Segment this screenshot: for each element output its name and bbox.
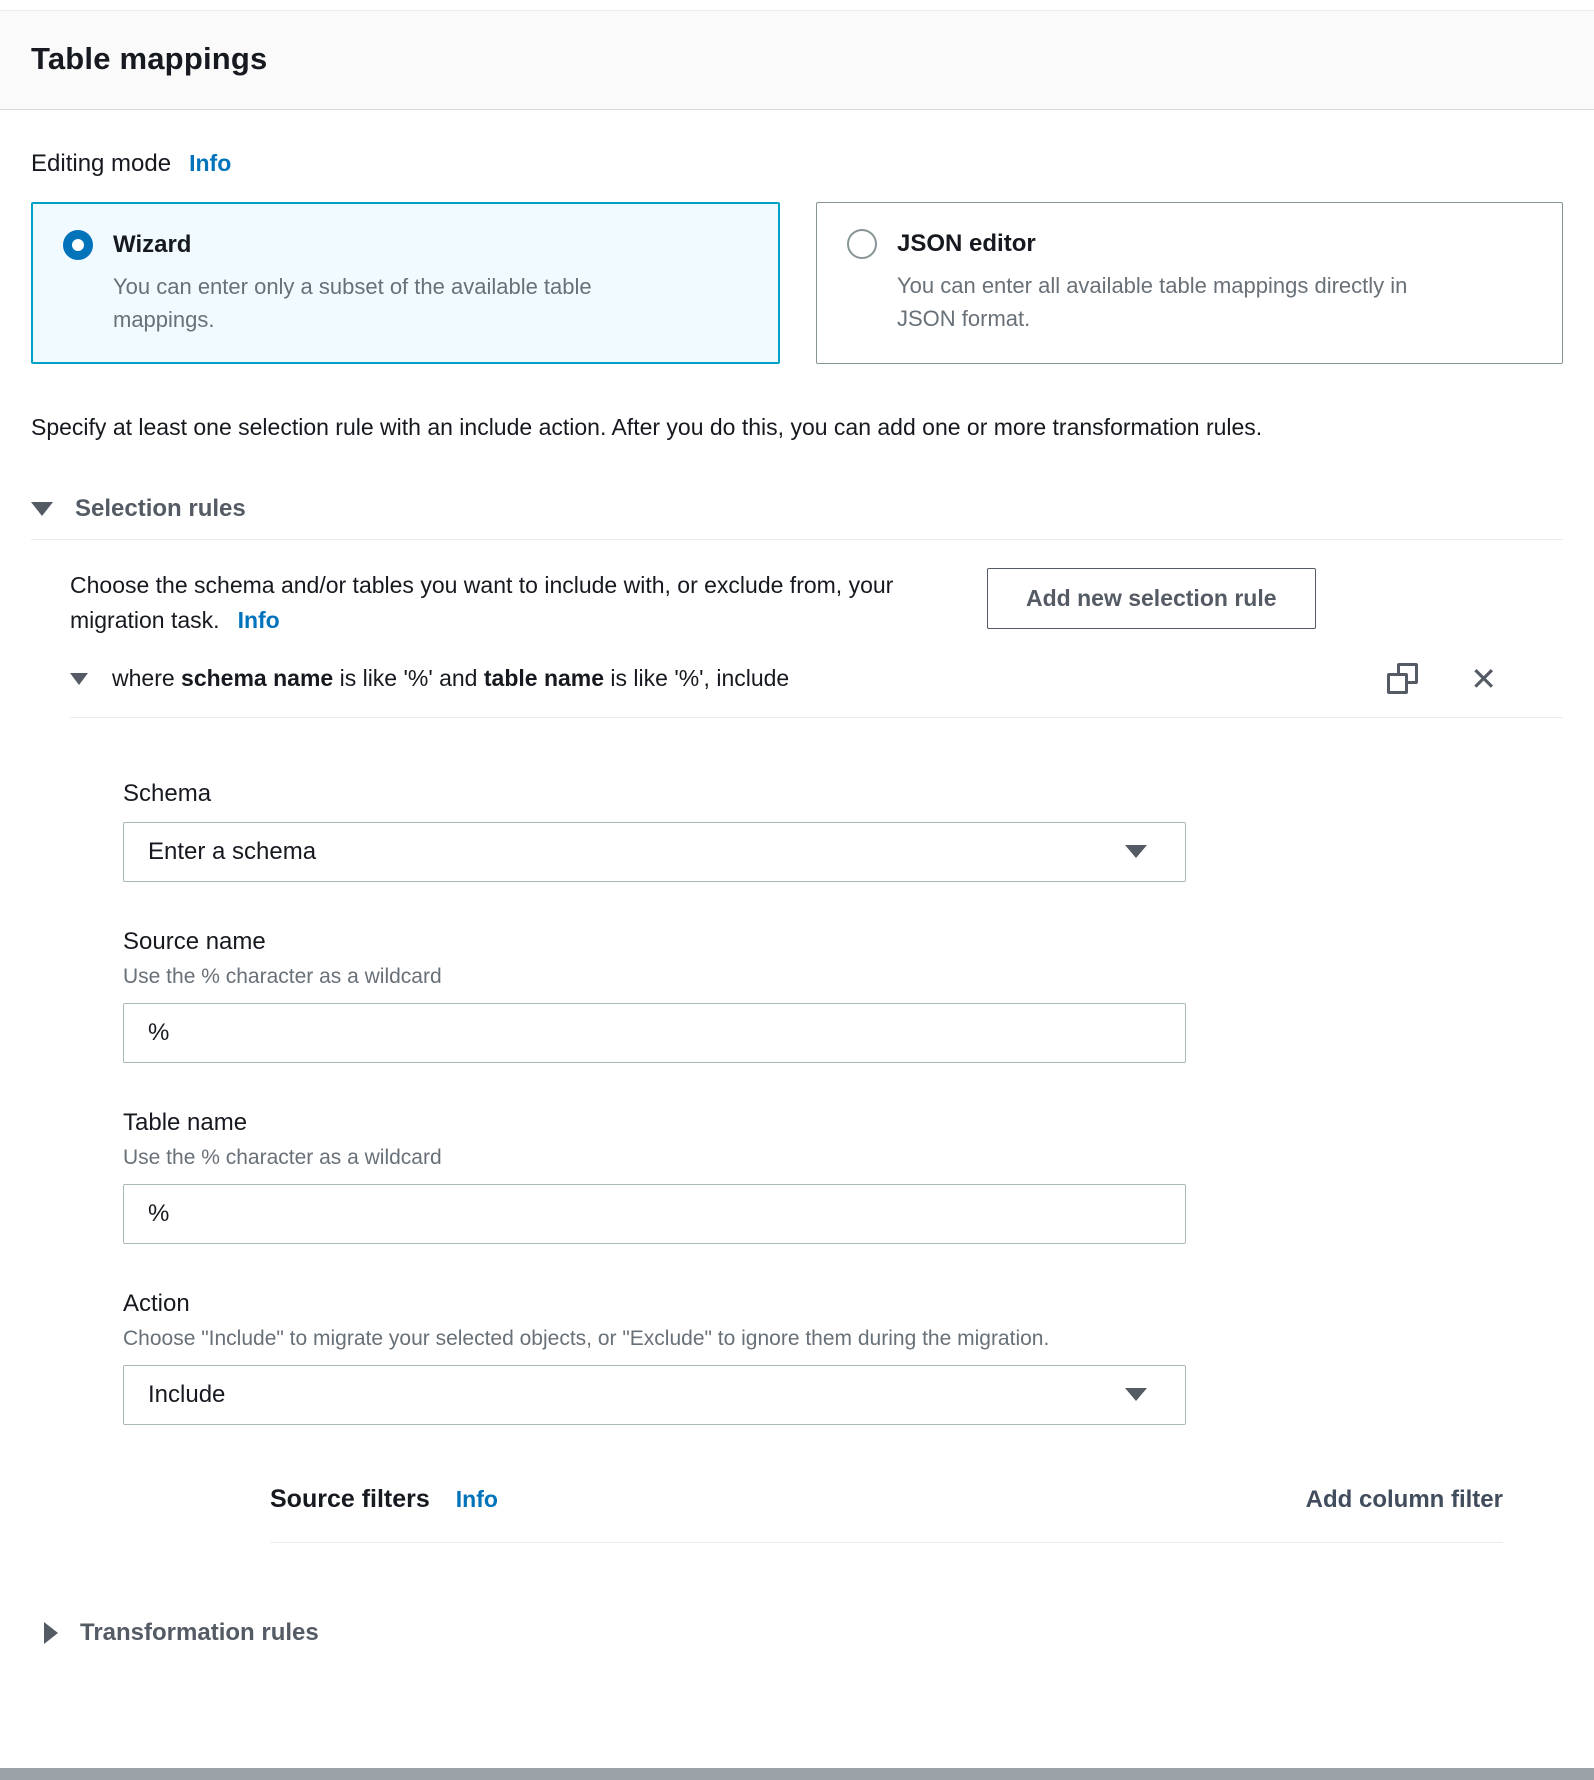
source-name-hint: Use the % character as a wildcard bbox=[123, 964, 442, 988]
selection-rules-description bbox=[70, 568, 975, 639]
selection-rules-title: Selection rules bbox=[75, 494, 246, 522]
add-selection-rule-button[interactable]: Add new selection rule bbox=[987, 568, 1316, 629]
json-editor-option-description: You can enter all available table mappings directly in JSON format. bbox=[897, 273, 1408, 331]
selection-rules-description-text: Choose the schema and/or tables you want to include with, or exclude from, your migration task. bbox=[70, 571, 894, 634]
wizard-radio-icon[interactable] bbox=[63, 230, 93, 260]
copy-rule-icon[interactable] bbox=[1387, 663, 1418, 694]
page-header bbox=[0, 10, 1594, 110]
wizard-option-card[interactable] bbox=[31, 202, 780, 364]
collapse-caret-icon[interactable] bbox=[31, 502, 53, 516]
action-select-value: Include bbox=[148, 1380, 226, 1408]
selection-rule-header bbox=[70, 660, 1563, 697]
source-name-field bbox=[123, 928, 1563, 1063]
source-filters-section bbox=[270, 1485, 1503, 1543]
page-content bbox=[0, 150, 1594, 1647]
source-filters-divider bbox=[270, 1542, 1503, 1543]
schema-select[interactable] bbox=[123, 822, 1186, 882]
rule-form bbox=[70, 780, 1563, 1425]
wizard-option-description: You can enter only a subset of the available table mappings. bbox=[113, 274, 592, 332]
rule-summary-suffix: is like '%', include bbox=[604, 665, 790, 692]
schema-field bbox=[123, 780, 1563, 882]
dropdown-caret-icon bbox=[1125, 845, 1147, 858]
editing-mode-info-link[interactable]: Info bbox=[189, 150, 232, 176]
selection-rules-header[interactable] bbox=[31, 495, 1563, 523]
dropdown-caret-icon bbox=[1125, 1388, 1147, 1401]
rule-collapse-caret-icon[interactable] bbox=[70, 673, 88, 685]
selection-rules-divider bbox=[31, 539, 1563, 540]
add-column-filter-button[interactable]: Add column filter bbox=[1305, 1485, 1503, 1513]
action-select[interactable] bbox=[123, 1365, 1186, 1425]
schema-select-value: Enter a schema bbox=[148, 837, 317, 865]
bottom-separator-bar bbox=[0, 1768, 1594, 1780]
rule-summary-prefix: where bbox=[112, 665, 182, 692]
json-editor-radio-icon[interactable] bbox=[847, 229, 877, 259]
action-hint: Choose "Include" to migrate your selected objects, or "Exclude" to ignore them during the migration. bbox=[123, 1326, 1050, 1350]
expand-caret-icon[interactable] bbox=[44, 1622, 58, 1644]
remove-rule-icon[interactable]: ✕ bbox=[1470, 660, 1497, 697]
rule-summary-table: table name bbox=[483, 665, 605, 692]
transformation-rules-header[interactable] bbox=[31, 1619, 1563, 1647]
json-editor-option-head bbox=[847, 229, 1532, 259]
source-filters-row bbox=[270, 1485, 1503, 1514]
editing-mode-row bbox=[31, 150, 1563, 178]
source-filters-title: Source filters bbox=[270, 1484, 430, 1513]
action-field bbox=[123, 1290, 1563, 1425]
table-name-hint: Use the % character as a wildcard bbox=[123, 1145, 442, 1169]
selection-rules-info-link[interactable]: Info bbox=[237, 607, 280, 634]
rule-actions bbox=[1387, 660, 1497, 697]
selection-rules-bar bbox=[31, 568, 1563, 639]
wizard-option-label: Wizard bbox=[113, 231, 192, 258]
table-name-input[interactable] bbox=[123, 1184, 1186, 1244]
rule-divider bbox=[70, 717, 1563, 718]
json-editor-option-label: JSON editor bbox=[897, 230, 1036, 257]
source-filters-info-link[interactable]: Info bbox=[455, 1485, 498, 1512]
selection-rule-card bbox=[31, 660, 1563, 1543]
table-name-field bbox=[123, 1109, 1563, 1244]
wizard-option-head bbox=[63, 230, 748, 260]
rule-summary bbox=[112, 665, 789, 692]
editing-mode-options bbox=[31, 202, 1563, 364]
table-name-label: Table name bbox=[123, 1108, 248, 1136]
json-editor-option-card[interactable] bbox=[816, 202, 1563, 364]
page-title: Table mappings bbox=[31, 41, 268, 76]
transformation-rules-title: Transformation rules bbox=[80, 1618, 319, 1646]
action-label: Action bbox=[123, 1289, 190, 1317]
intro-text: Specify at least one selection rule with an include action. After you do this, you can add one or more transformation rules. bbox=[31, 414, 1263, 440]
editing-mode-label: Editing mode bbox=[31, 150, 172, 177]
schema-label: Schema bbox=[123, 779, 212, 807]
source-name-input[interactable] bbox=[123, 1003, 1186, 1063]
rule-summary-mid: is like '%' and bbox=[333, 665, 484, 692]
source-name-label: Source name bbox=[123, 927, 266, 955]
rule-summary-schema: schema name bbox=[181, 665, 334, 692]
